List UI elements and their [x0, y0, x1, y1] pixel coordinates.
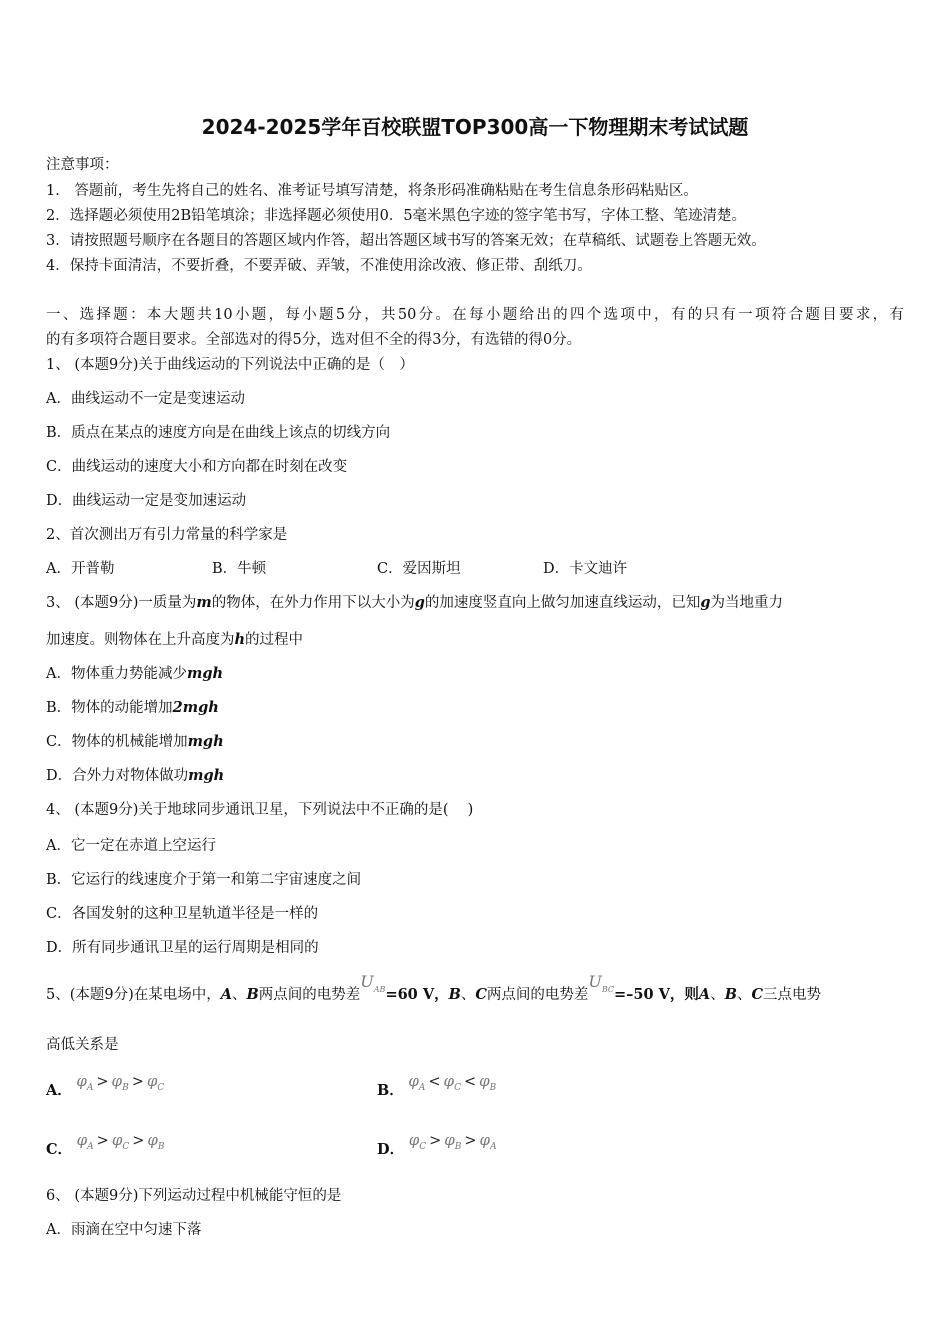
separator: 、 [736, 987, 752, 1003]
phi-subscript: C [454, 1083, 461, 1093]
comparison: < [428, 1074, 441, 1090]
question-6-option-a: A．雨滴在空中匀速下落 [46, 1222, 202, 1238]
option-formula: mgh [186, 665, 224, 682]
potential-expression [76, 1131, 165, 1152]
question-3-option-d [46, 764, 224, 785]
question-2-option-b: B．牛顿 [212, 561, 267, 577]
question-3-stem-part: 的过程中 [245, 632, 304, 648]
option-formula: mgh [187, 733, 224, 750]
point-b-symbol: B [724, 986, 737, 1003]
question-5-stem-part: 两点间的电势差 [258, 987, 361, 1003]
question-3-stem-part: 为当地重力 [710, 595, 783, 611]
point-a-symbol: A [698, 986, 711, 1003]
phi-symbol: φ [147, 1131, 158, 1149]
comparison: > [131, 1074, 144, 1090]
option-label: A． [46, 1082, 72, 1099]
page-title: 2024-2025学年百校联盟TOP300高一下物理期末考试试题 [201, 115, 749, 139]
comparison: > [96, 1074, 109, 1090]
mass-symbol: m [196, 594, 212, 611]
question-4-option-c: C．各国发射的这种卫星轨道半径是一样的 [46, 906, 319, 922]
potential-expression [408, 1131, 497, 1152]
notice-item-4: 4．保持卡面清洁，不要折叠，不要弄破、弄皱，不准使用涂改液、修正带、刮纸刀。 [46, 258, 592, 274]
option-text: D．合外力对物体做功 [46, 768, 189, 784]
separator: 、 [460, 987, 476, 1003]
comparison: > [96, 1133, 109, 1149]
question-1-option-c: C．曲线运动的速度大小和方向都在时刻在改变 [46, 459, 348, 475]
question-3-stem-part: 加速度。则物体在上升高度为 [46, 632, 235, 648]
phi-symbol: φ [408, 1072, 419, 1090]
phi-symbol: φ [111, 1131, 123, 1149]
voltage-value: =–50 V，则 [614, 986, 699, 1003]
phi-subscript: A [490, 1142, 497, 1152]
question-5-stem-line-2: 高低关系是 [46, 1037, 119, 1053]
question-3-stem-part: 3、 (本题9分)一质量为 [46, 595, 197, 611]
phi-subscript: B [157, 1142, 165, 1152]
question-5-option-d [377, 1131, 497, 1161]
option-label: B． [377, 1082, 404, 1099]
phi-symbol: φ [146, 1072, 158, 1090]
question-3-stem-part: 的物体，在外力作用下以大小为 [211, 595, 415, 611]
phi-symbol: φ [111, 1072, 123, 1090]
potential-expression [76, 1072, 165, 1093]
question-5-stem-part: 两点间的电势差 [486, 987, 589, 1003]
question-3-option-a [46, 662, 223, 683]
question-2-stem: 2、首次测出万有引力常量的科学家是 [46, 527, 288, 543]
phi-subscript: C [122, 1142, 130, 1152]
question-5-stem-part: 5、(本题9分)在某电场中， [46, 987, 221, 1003]
comparison: > [132, 1133, 145, 1149]
question-5-option-b [377, 1072, 497, 1102]
question-4-option-d: D．所有同步通讯卫星的运行周期是相同的 [46, 940, 319, 956]
point-b-symbol: B [448, 986, 461, 1003]
point-c-symbol: C [475, 986, 487, 1003]
question-2-option-d: D．卡文迪许 [543, 561, 628, 577]
question-1-stem: 1、 (本题9分)关于曲线运动的下列说法中正确的是（ ） [46, 357, 414, 373]
phi-subscript: B [122, 1083, 129, 1093]
phi-subscript: B [454, 1142, 462, 1152]
question-2-option-c: C．爱因斯坦 [377, 561, 461, 577]
phi-subscript: C [419, 1142, 427, 1152]
phi-symbol: φ [479, 1072, 490, 1090]
g-symbol: g [700, 594, 711, 611]
voltage-value: =60 V， [385, 986, 449, 1003]
phi-symbol: φ [479, 1131, 491, 1149]
height-symbol: h [234, 631, 246, 648]
question-4-stem: 4、 (本题9分)关于地球同步通讯卫星，下列说法中不正确的是( ) [46, 802, 474, 818]
phi-symbol: φ [443, 1072, 455, 1090]
question-2-option-a: A．开普勒 [46, 561, 115, 577]
phi-subscript: A [418, 1083, 426, 1093]
section-intro-line-1: 一、选择题：本大题共10小题，每小题5分，共50分。在每小题给出的四个选项中，有的只有一项符合题目要求，有 [46, 307, 904, 323]
question-5-stem-part: 三点电势 [763, 987, 821, 1003]
option-text: B．物体的动能增加 [46, 700, 173, 716]
question-4-option-a: A．它一定在赤道上空运行 [46, 838, 216, 854]
comparison: < [463, 1074, 477, 1090]
section-intro-line-2: 的有多项符合题目要求。全部选对的得5分，选对但不全的得3分，有选错的得0分。 [46, 332, 582, 348]
separator: 、 [710, 987, 725, 1003]
voltage-ubc-symbol [588, 972, 615, 994]
voltage-letter: U [588, 972, 602, 991]
question-1-option-b: B．质点在某点的速度方向是在曲线上该点的切线方向 [46, 425, 391, 441]
point-c-symbol: C [751, 986, 763, 1003]
option-text: A．物体重力势能减少 [46, 666, 187, 682]
option-formula: 2mgh [172, 699, 219, 716]
option-label: C． [46, 1141, 73, 1158]
point-a-symbol: A [220, 986, 233, 1003]
notice-item-3: 3．请按照题号顺序在各题目的答题区域内作答，超出答题区域书写的答案无效；在草稿纸、试题卷上答题无效。 [46, 233, 766, 249]
phi-subscript: C [157, 1083, 165, 1093]
voltage-subscript: AB [373, 985, 386, 994]
separator: 、 [232, 987, 247, 1003]
comparison: > [464, 1133, 477, 1149]
question-6-stem: 6、 (本题9分)下列运动过程中机械能守恒的是 [46, 1188, 342, 1204]
notice-heading: 注意事项： [46, 157, 119, 173]
question-4-option-b: B．它运行的线速度介于第一和第二宇宙速度之间 [46, 872, 362, 888]
question-5-stem-line-1 [46, 972, 821, 1006]
voltage-uab-symbol [360, 972, 386, 994]
option-label: D． [377, 1141, 405, 1158]
notice-item-1: 1． 答题前，考生先将自己的姓名、准考证号填写清楚，将条形码准确粘贴在考生信息条形码粘贴区。 [46, 183, 698, 199]
question-5-option-a [46, 1072, 165, 1102]
phi-subscript: A [86, 1083, 94, 1093]
question-3-stem-part: 的加速度竖直向上做匀加速直线运动，已知 [424, 595, 701, 611]
comparison: > [429, 1133, 442, 1149]
point-b-symbol: B [246, 986, 259, 1003]
voltage-letter: U [360, 972, 374, 991]
potential-expression [408, 1072, 497, 1093]
question-1-option-d: D．曲线运动一定是变加速运动 [46, 493, 247, 509]
phi-symbol: φ [444, 1131, 455, 1149]
question-3-option-b [46, 696, 219, 717]
phi-subscript: B [489, 1083, 497, 1093]
question-3-stem-line-2 [46, 628, 303, 649]
question-5-option-c [46, 1131, 165, 1161]
question-3-stem-line-1 [46, 591, 783, 612]
question-1-option-a: A．曲线运动不一定是变速运动 [46, 391, 245, 407]
phi-subscript: A [87, 1142, 94, 1152]
option-formula: mgh [188, 767, 225, 784]
g-symbol: g [414, 594, 425, 611]
option-text: C．物体的机械能增加 [46, 734, 188, 750]
phi-symbol: φ [76, 1072, 87, 1090]
phi-symbol: φ [408, 1131, 420, 1149]
phi-symbol: φ [76, 1131, 88, 1149]
question-3-option-c [46, 730, 224, 751]
notice-item-2: 2．选择题必须使用2B铅笔填涂；非选择题必须使用0．5毫米黑色字迹的签字笔书写，字体工整、笔迹清楚。 [46, 208, 747, 224]
voltage-subscript: BC [601, 985, 615, 994]
